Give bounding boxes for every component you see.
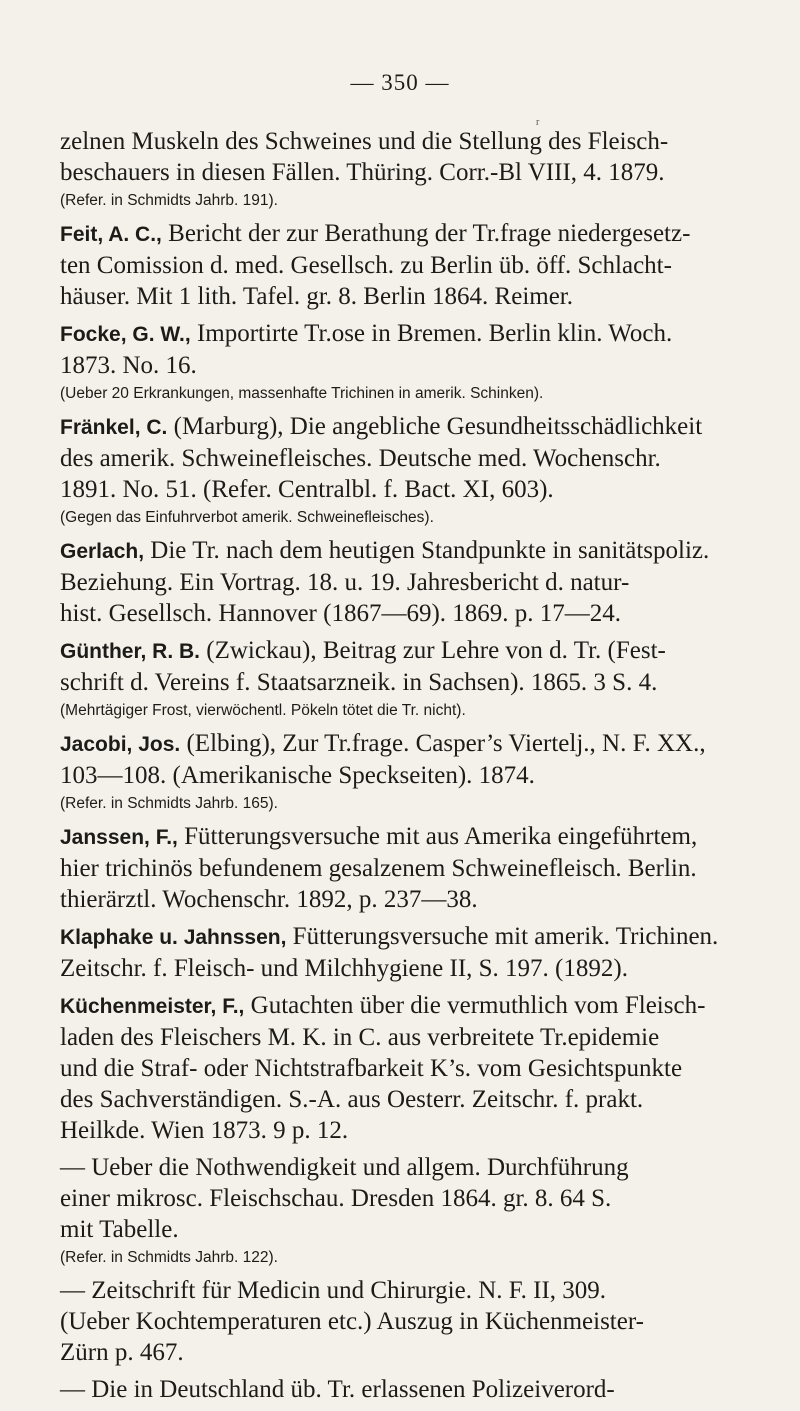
page-number: — 350 — xyxy=(350,70,450,95)
author-name: Gerlach, xyxy=(60,540,145,563)
bibliography-entry xyxy=(60,990,760,1146)
author-name: Günther, R. B. xyxy=(60,640,201,663)
entry-line: des Sachverständigen. S.-A. aus Oesterr. Zeitschr. f. prakt. xyxy=(60,1086,644,1113)
author-name: Jacobi, Jos. xyxy=(60,733,181,756)
bibliography-entry xyxy=(60,821,760,915)
entry-title-text: Bericht der zur Berathung der Tr.frage niedergesetz- xyxy=(161,220,691,247)
entry-first-line xyxy=(60,921,760,953)
entry-title-text: — Zeitschrift für Medicin und Chirurgie. N. F. II, 309. xyxy=(60,1277,607,1304)
entry-line: beschauers in diesen Fällen. Thüring. Corr.-Bl VIII, 4. 1879. xyxy=(60,159,665,186)
entry-note: (Refer. in Schmidts Jahrb. 165). xyxy=(60,795,278,812)
entry-line: einer mikrosc. Fleischschau. Dresden 1864. gr. 8. 64 S. xyxy=(60,1185,612,1212)
entry-note: (Mehrtägiger Frost, vierwöchentl. Pökeln tötet die Tr. nicht). xyxy=(60,702,466,719)
entry-line: laden des Fleischers M. K. in C. aus verbreitete Tr.epidemie xyxy=(60,1024,660,1051)
entry-line: 1873. No. 16. xyxy=(60,352,197,379)
entry-line: schrift d. Vereins f. Staatsarzneik. in Sachsen). 1865. 3 S. 4. xyxy=(60,669,658,696)
entry-line: thierärztl. Wochenschr. 1892, p. 237—38. xyxy=(60,886,478,913)
entry-title-text: — Ueber die Nothwendigkeit und allgem. Durchführung xyxy=(60,1154,629,1181)
bibliography-list xyxy=(60,126,760,1411)
entry-title-text: Fütterungsversuche mit aus Amerika eingeführtem, xyxy=(177,823,698,850)
author-name: Feit, A. C., xyxy=(60,223,162,246)
entry-title-text: Gutachten über die vermuthlich vom Fleisch- xyxy=(244,992,706,1019)
bibliography-entry xyxy=(60,126,760,212)
entry-line: Zeitschr. f. Fleisch- und Milchhygiene II, S. 197. (1892). xyxy=(60,955,628,982)
bibliography-entry xyxy=(60,728,760,815)
entry-line: ten Comission d. med. Gesellsch. zu Berlin üb. öff. Schlacht- xyxy=(60,252,672,279)
entry-first-line xyxy=(60,635,760,667)
author-name: Fränkel, C. xyxy=(60,416,168,439)
entry-line: häuser. Mit 1 lith. Tafel. gr. 8. Berlin 1864. Reimer. xyxy=(60,283,574,310)
entry-title-text: (Zwickau), Beitrag zur Lehre von d. Tr. (Fest- xyxy=(200,637,666,664)
bibliography-entry xyxy=(60,218,760,312)
entry-line: Zürn p. 467. xyxy=(60,1339,184,1366)
author-name: Klaphake u. Jahnssen, xyxy=(60,926,287,949)
entry-title-text: Fütterungsversuche mit amerik. Trichinen. xyxy=(286,923,719,950)
entry-note: (Refer. in Schmidts Jahrb. 191). xyxy=(60,192,278,209)
author-name: Focke, G. W., xyxy=(60,323,191,346)
entry-line: und die Straf- oder Nichtstrafbarkeit K’s. vom Gesichtspunkte xyxy=(60,1055,683,1082)
entry-first-line xyxy=(60,411,760,443)
entry-first-line xyxy=(60,821,760,853)
entry-first-line xyxy=(60,535,760,567)
bibliography-entry xyxy=(60,411,760,529)
entry-title-text: (Elbing), Zur Tr.frage. Casper’s Viertelj., N. F. XX., xyxy=(180,730,706,757)
entry-line: hist. Gesellsch. Hannover (1867—69). 1869. p. 17—24. xyxy=(60,600,622,627)
entry-note: (Ueber 20 Erkrankungen, massenhafte Trichinen in amerik. Schinken). xyxy=(60,385,544,402)
bibliography-entry xyxy=(60,1374,760,1405)
entry-first-line xyxy=(60,728,760,760)
bibliography-entry xyxy=(60,318,760,405)
stray-print-mark: r xyxy=(536,117,540,128)
entry-first-line xyxy=(60,1152,760,1183)
entry-title-text: Die Tr. nach dem heutigen Standpunkte in sanitätspoliz. xyxy=(144,537,710,564)
entry-line: Heilkde. Wien 1873. 9 p. 12. xyxy=(60,1117,349,1144)
author-name: Janssen, F., xyxy=(60,826,178,849)
entry-first-line xyxy=(60,218,760,250)
entry-line: des amerik. Schweinefleisches. Deutsche med. Wochenschr. xyxy=(60,445,661,472)
bibliography-entry xyxy=(60,1152,760,1269)
entry-line: 103—108. (Amerikanische Speckseiten). 1874. xyxy=(60,762,535,789)
entry-first-line xyxy=(60,1275,760,1306)
bibliography-entry xyxy=(60,1275,760,1368)
author-name: Küchenmeister, F., xyxy=(60,995,245,1018)
entry-line: (Ueber Kochtemperaturen etc.) Auszug in Küchenmeister- xyxy=(60,1308,644,1335)
entry-line: hier trichinös befundenem gesalzenem Schweinefleisch. Berlin. xyxy=(60,855,697,882)
entry-first-line xyxy=(60,990,760,1022)
bibliography-entry xyxy=(60,535,760,629)
entry-line: 1891. No. 51. (Refer. Centralbl. f. Bact. XI, 603). xyxy=(60,476,554,503)
entry-first-line xyxy=(60,1374,760,1405)
entry-title-text: — Die in Deutschland üb. Tr. erlassenen Polizeiverord- xyxy=(60,1376,615,1403)
entry-line: mit Tabelle. xyxy=(60,1216,179,1243)
bibliography-entry xyxy=(60,635,760,722)
entry-first-line xyxy=(60,318,760,350)
entry-title-text: Importirte Tr.ose in Bremen. Berlin klin. Woch. xyxy=(190,320,673,347)
entry-note: (Gegen das Einfuhrverbot amerik. Schweinefleisches). xyxy=(60,509,434,526)
entry-note: (Refer. in Schmidts Jahrb. 122). xyxy=(60,1249,278,1266)
entry-line: zelnen Muskeln des Schweines und die Stellung des Fleisch- xyxy=(60,128,669,155)
bibliography-entry xyxy=(60,921,760,984)
entry-line: Beziehung. Ein Vortrag. 18. u. 19. Jahresbericht d. natur- xyxy=(60,569,630,596)
entry-title-text: (Marburg), Die angebliche Gesundheitsschädlichkeit xyxy=(167,413,703,440)
